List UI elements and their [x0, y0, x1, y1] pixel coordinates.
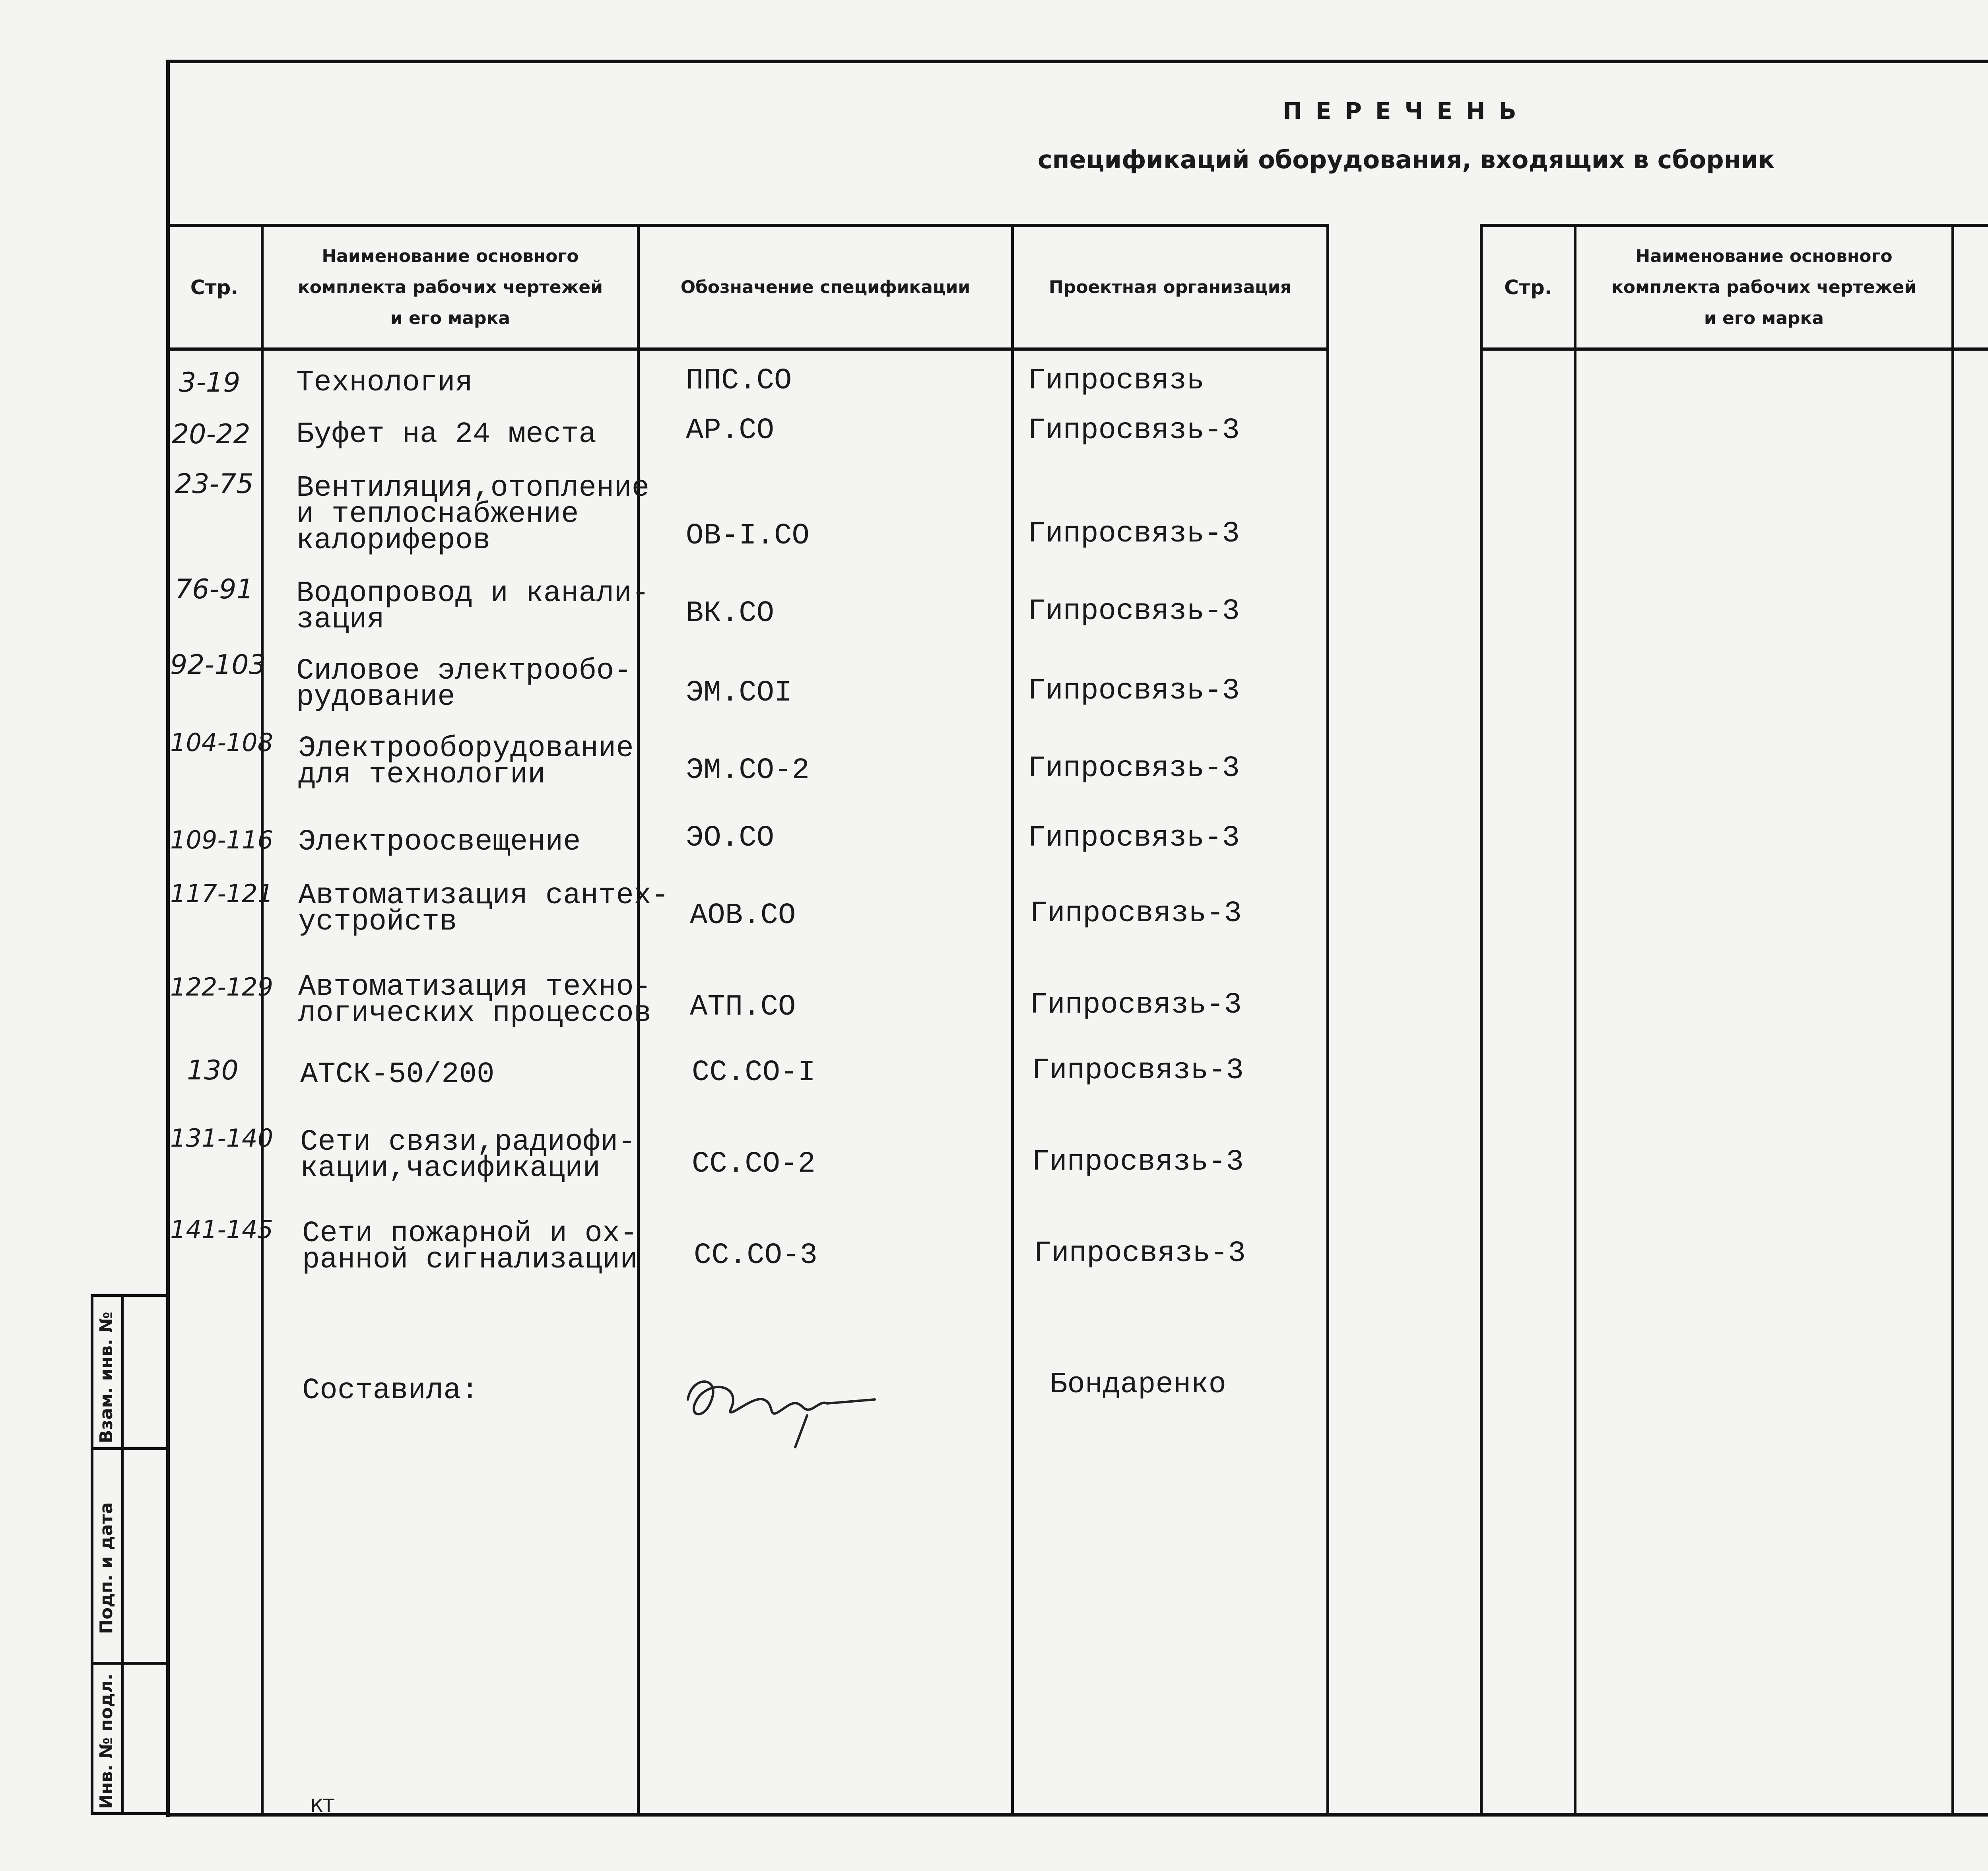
row-name: Технология [296, 366, 473, 400]
row-code: ППС.СО [686, 364, 792, 398]
header-organization: Проектная организация [1048, 277, 1291, 297]
stamp-inv-orig: Инв. № подл. [96, 1673, 116, 1809]
frame-top [168, 60, 1988, 63]
row-page: 122-129 [170, 972, 274, 1001]
header-designation-right [1954, 227, 1988, 347]
row-page: 20-22 [172, 419, 250, 450]
row-org: Гипросвязь-3 [1032, 1145, 1244, 1179]
header-page-right: Стр. [1504, 276, 1552, 299]
row-code: СС.СО-3 [694, 1239, 817, 1272]
row-name: АТСК-50/200 [300, 1058, 495, 1091]
row-code: АТП.СО [690, 990, 796, 1024]
header-name: Наименование основного комплекта рабочих чертежей и его марка [297, 246, 603, 328]
row-page: 104-108 [170, 728, 274, 757]
row-code: АР.СО [686, 414, 775, 447]
row-name: Электрооборудование для технологии [298, 732, 634, 792]
page-subtitle: спецификаций оборудования, входящих в сборник [1037, 145, 1775, 174]
row-page: 117-121 [170, 879, 274, 908]
compiled-by-label: Составила: [302, 1374, 479, 1407]
row-page: 23-75 [175, 468, 254, 500]
header-page: Стр. [190, 276, 239, 299]
header-designation: Обозначение спецификации [680, 277, 971, 297]
row-code: АОВ.СО [690, 899, 796, 932]
row-code: ЭМ.СО-2 [686, 754, 810, 787]
row-name: Сети связи,радиофи- кации,часификации [300, 1126, 636, 1185]
row-org: Гипросвязь-3 [1034, 1237, 1246, 1270]
row-page: 131-140 [170, 1124, 274, 1153]
row-name: Автоматизация техно- логических процессов [298, 970, 652, 1030]
row-code: СС.СО-I [692, 1056, 815, 1089]
row-page: 141-145 [170, 1215, 274, 1244]
row-page: 92-103 [170, 649, 266, 681]
row-org: Гипросвязь-3 [1028, 595, 1240, 628]
row-code: ВК.СО [686, 597, 775, 630]
row-org: Гипросвязь [1028, 364, 1205, 398]
row-name: Вентиляция,отопление и теплоснабжение калориферов [296, 472, 650, 557]
row-page: 109-116 [170, 825, 274, 854]
row-page: 3-19 [179, 367, 241, 398]
signature [676, 1352, 883, 1455]
row-name: Буфет на 24 места [296, 418, 596, 451]
row-org: Гипросвязь-3 [1028, 821, 1240, 855]
page-title: ПЕРЕЧЕНЬ [1283, 97, 1530, 124]
row-code: СС.СО-2 [692, 1147, 815, 1181]
row-org: Гипросвязь-3 [1030, 897, 1242, 930]
row-page: 130 [187, 1055, 239, 1086]
row-org: Гипросвязь-3 [1028, 517, 1240, 551]
row-code: ОВ-I.СО [686, 519, 810, 553]
row-org: Гипросвязь-3 [1028, 674, 1240, 708]
footer-mark: КТ [310, 1795, 334, 1817]
row-name: Сети пожарной и ох- ранной сигнализации [302, 1217, 638, 1277]
frame-bottom [166, 1813, 1988, 1817]
row-name: Электроосвещение [298, 825, 581, 859]
row-code: ЭО.СО [686, 821, 775, 855]
row-code: ЭМ.СОI [686, 676, 792, 710]
row-org: Гипросвязь-3 [1030, 988, 1242, 1022]
row-name: Силовое электрообо- рудование [296, 654, 632, 714]
row-org: Гипросвязь-3 [1028, 414, 1240, 447]
row-page: 76-91 [175, 574, 254, 605]
stamp-replace-inv: Взам. инв. № [96, 1312, 116, 1443]
compiled-by-name: Бондаренко [1050, 1368, 1227, 1401]
header-name-right: Наименование основного комплекта рабочих чертежей и его марка [1611, 246, 1917, 328]
row-name: Водопровод и канали- зация [296, 577, 650, 637]
stamp-sign-date: Подп. и дата [96, 1502, 116, 1634]
row-name: Автоматизация сантех- устройств [298, 879, 669, 939]
row-org: Гипросвязь-3 [1032, 1054, 1244, 1087]
row-org: Гипросвязь-3 [1028, 752, 1240, 785]
